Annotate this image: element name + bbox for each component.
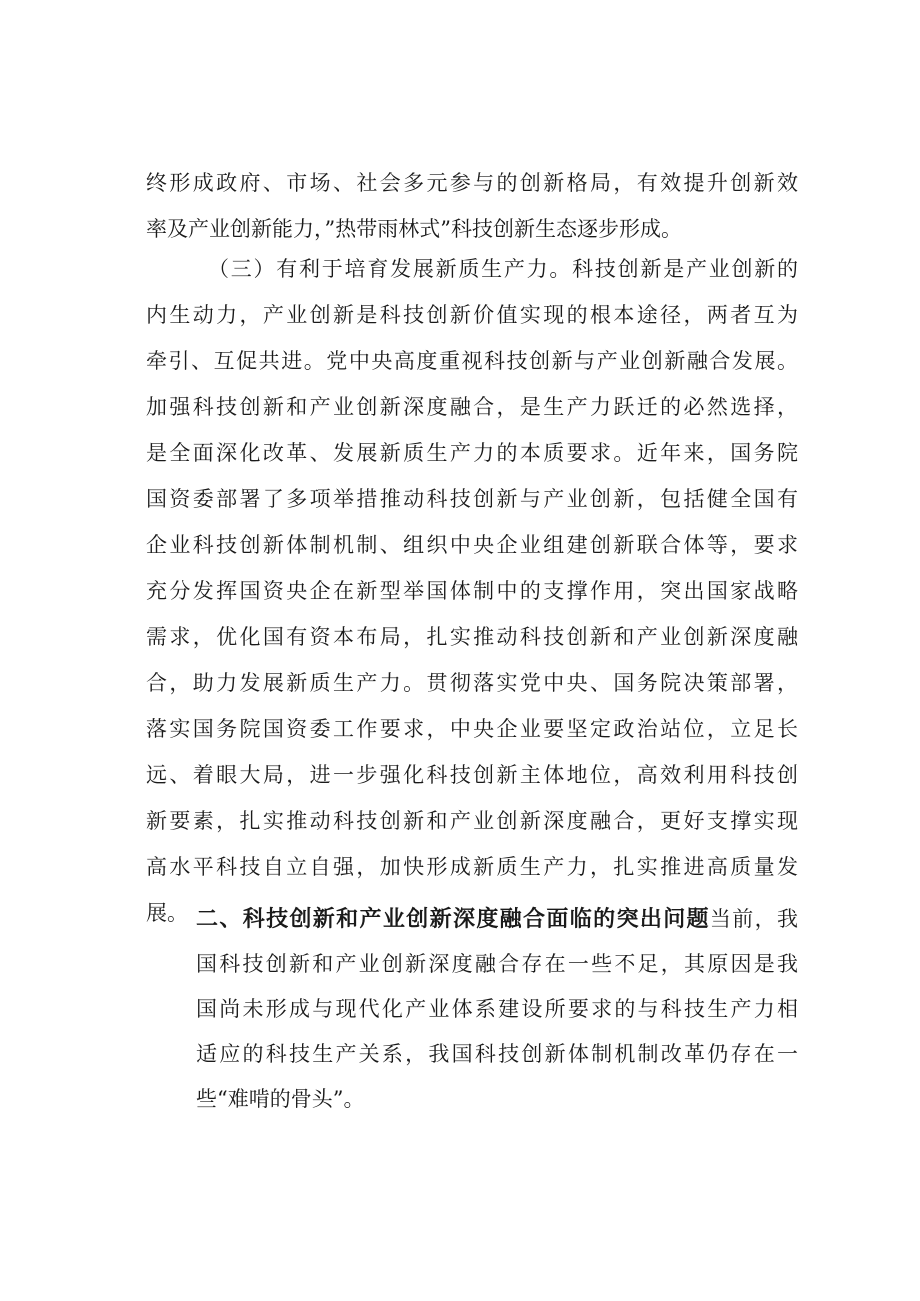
- section-heading-line: [196, 897, 798, 942]
- text-line: 率及产业创新能力，”热带雨林式”科技创新生态逐步形成。: [146, 217, 682, 241]
- section-heading: 二、科技创新和产业创新深度融合面临的突出问题: [196, 907, 710, 932]
- text-line: 些“难啃的骨头”。: [196, 1087, 365, 1111]
- text-line: 远、着眼大局，进一步强化科技创新主体地位，高效利用科技创: [146, 763, 798, 787]
- text-line: 企业科技创新体制机制、组织中央企业组建创新联合体等，要求: [146, 533, 798, 557]
- text-line: 适应的科技生产关系，我国科技创新体制机制改革仍存在一: [196, 1042, 798, 1066]
- text-line: 内生动力，产业创新是科技创新价值实现的根本途径，两者互为: [146, 303, 798, 327]
- text-line: 是全面深化改革、发展新质生产力的本质要求。近年来，国务院: [146, 441, 798, 465]
- text-line: 落实国务院国资委工作要求，中央企业要坚定政治站位，立足长: [146, 717, 798, 741]
- text-line: 国资委部署了多项举措推动科技创新与产业创新，包括健全国有: [146, 487, 798, 511]
- section-2: [196, 897, 798, 1122]
- text-line: 终形成政府、市场、社会多元参与的创新格局，有效提升创新效: [146, 171, 798, 195]
- text-line: 合，助力发展新质生产力。贯彻落实党中央、国务院决策部署，: [146, 671, 798, 695]
- text-line: 需求，优化国有资本布局，扎实推动科技创新和产业创新深度融: [146, 625, 798, 649]
- text-line: 国科技创新和产业创新深度融合存在一些不足，其原因是我: [196, 952, 798, 976]
- paragraph-2: [146, 246, 798, 936]
- text-line: 国尚未形成与现代化产业体系建设所要求的与科技生产力相: [196, 997, 798, 1021]
- text-line: 高水平科技自立自强，加快形成新质生产力，扎实推进高质量发: [146, 855, 798, 879]
- paragraph-1: [146, 160, 798, 252]
- section-heading-tail: 当前，我: [709, 907, 798, 931]
- text-line: （三）有利于培育发展新质生产力。科技创新是产业创新的: [208, 257, 798, 281]
- text-line: 新要素，扎实推动科技创新和产业创新深度融合，更好支撑实现: [146, 809, 798, 833]
- text-line: 加强科技创新和产业创新深度融合，是生产力跃迁的必然选择，: [146, 395, 798, 419]
- text-line: 展。: [146, 901, 188, 925]
- text-line: 牵引、互促共进。党中央高度重视科技创新与产业创新融合发展。: [146, 349, 798, 373]
- text-line: 充分发挥国资央企在新型举国体制中的支撑作用，突出国家战略: [146, 579, 798, 603]
